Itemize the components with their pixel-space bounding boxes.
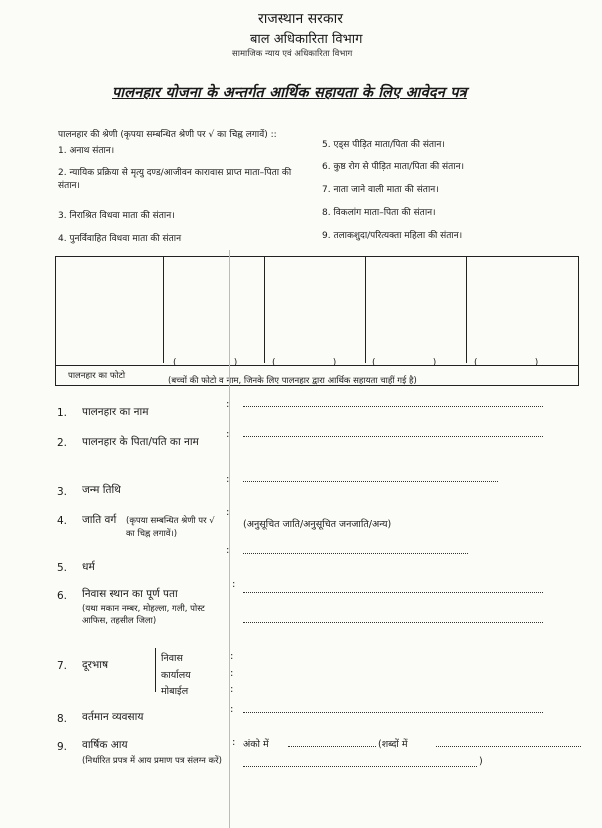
field-number: 8. [57,713,68,725]
address-hint: (यथा मकान नम्बर, मोहल्ला, गली, पोस्ट आफिस, तहसील जिला) [82,604,205,626]
photo-divider [466,257,467,363]
phone-mobile-label: मोबाईल [161,686,189,697]
occupation-input[interactable] [243,712,543,713]
guardian-father-name-input[interactable] [243,436,543,437]
photo-divider [264,257,265,363]
income-words-input[interactable] [436,746,581,747]
category-item-7[interactable]: 7. नाता जाने वाली माता की संतान। [322,185,439,195]
address-input-line-2[interactable] [243,622,543,623]
colon: : [230,668,234,679]
phone-office-label: कार्यालय [161,670,191,681]
birth-date-input[interactable] [243,481,498,482]
guardian-name-label: पालनहार का नाम [82,406,149,418]
colon: : [226,399,230,410]
field-number: 9. [57,741,68,753]
colon: : [232,737,236,748]
form-title: पालनहार योजना के अन्तर्गत आर्थिक सहायता के लिए आवेदन पत्र [112,85,467,101]
colon: : [230,704,234,715]
religion-label: धर्म [82,561,95,573]
photo-table [55,256,579,386]
colon: : [230,684,234,695]
field-number: 2. [57,437,68,449]
colon: : [226,474,230,485]
guardian-name-input[interactable] [243,406,543,407]
children-photo-caption: (बच्चों की फोटो व नाम, जिनके लिए पालनहार द्वारा आर्थिक सहायता चाहीं गई है) [168,376,417,386]
colon: : [232,579,236,590]
field-number: 5. [57,562,68,574]
category-item-2[interactable]: 2. न्यायिक प्रक्रिया से मृत्यु दण्ड/आजीवन कारावास प्राप्त माता–पिता की संतान। [58,168,292,191]
annual-income-label: वार्षिक आय [82,739,128,751]
colon: : [230,651,234,662]
fold-line [229,250,230,828]
child-name-bracket[interactable]: ( ) [474,358,539,368]
address-label: निवास स्थान का पूर्ण पता [82,588,178,600]
address-input-line-1[interactable] [243,592,543,593]
category-item-4[interactable]: 4. पुनर्विवाहित विधवा माता की संतान [58,234,182,244]
photo-divider [365,257,366,363]
phone-residence-label: निवास [161,653,183,664]
category-intro: पालनहार की श्रेणी (कृपया सम्बन्धित श्रेणी पर √ का चिह्न लगावें) :: [58,130,277,140]
child-name-bracket[interactable]: ( ) [272,358,337,368]
occupation-label: वर्तमान व्यवसाय [82,711,144,723]
annual-income-hint: (निर्धारित प्रपत्र में आय प्रमाण पत्र संलग्न करें) [82,756,222,766]
caste-options[interactable]: (अनुसूचित जाति/अनुसूचित जनजाति/अन्य) [243,519,392,530]
guardian-father-name-label: पालनहार के पिता/पति का नाम [82,436,199,448]
income-words-label: (शब्दों में [378,739,408,750]
income-digits-label: अंको में [243,739,269,750]
phone-label: दूरभाष [82,659,109,671]
field-number: 6. [57,590,68,602]
guardian-photo-label: पालनहार का फोटो [68,371,126,381]
income-words-input-line-2[interactable] [243,766,477,767]
colon: : [226,429,230,440]
income-digits-input[interactable] [288,746,376,747]
colon: : [226,507,230,518]
category-item-8[interactable]: 8. विकलांग माता–पिता की संतान। [322,208,436,218]
colon: : [226,545,230,556]
category-item-5[interactable]: 5. एड्स पीड़ित माता/पिता की संतान। [322,140,445,150]
field-number: 1. [57,407,68,419]
ministry-name: सामाजिक न्याय एवं अधिकारिता विभाग [232,49,353,59]
child-name-bracket[interactable]: ( ) [372,358,437,368]
photo-divider [163,257,164,363]
category-item-6[interactable]: 6. कुष्ठ रोग से पीड़ित माता/पिता की संतान। [322,162,465,172]
field-number: 4. [57,515,68,527]
phone-divider [155,648,156,692]
category-item-1[interactable]: 1. अनाथ संतान। [58,146,115,156]
government-name: राजस्थान सरकार [258,11,343,27]
caste-hint: (कृपया सम्बन्धित श्रेणी पर √ का चिह्न लगावें।) [126,516,215,539]
child-name-bracket[interactable]: ( ) [173,358,238,368]
caste-label: जाति वर्ग [82,514,117,526]
category-item-9[interactable]: 9. तलाकशुदा/परित्यक्ता महिला की संतान। [322,231,463,241]
birth-date-label: जन्म तिथि [82,484,121,496]
field-number: 7. [57,660,68,672]
income-close-paren: ) [479,756,483,767]
department-name: बाल अधिकारिता विभाग [250,32,363,47]
field-number: 3. [57,486,68,498]
category-item-3[interactable]: 3. निराश्रित विधवा माता की संतान। [58,211,175,221]
religion-input[interactable] [243,553,468,554]
